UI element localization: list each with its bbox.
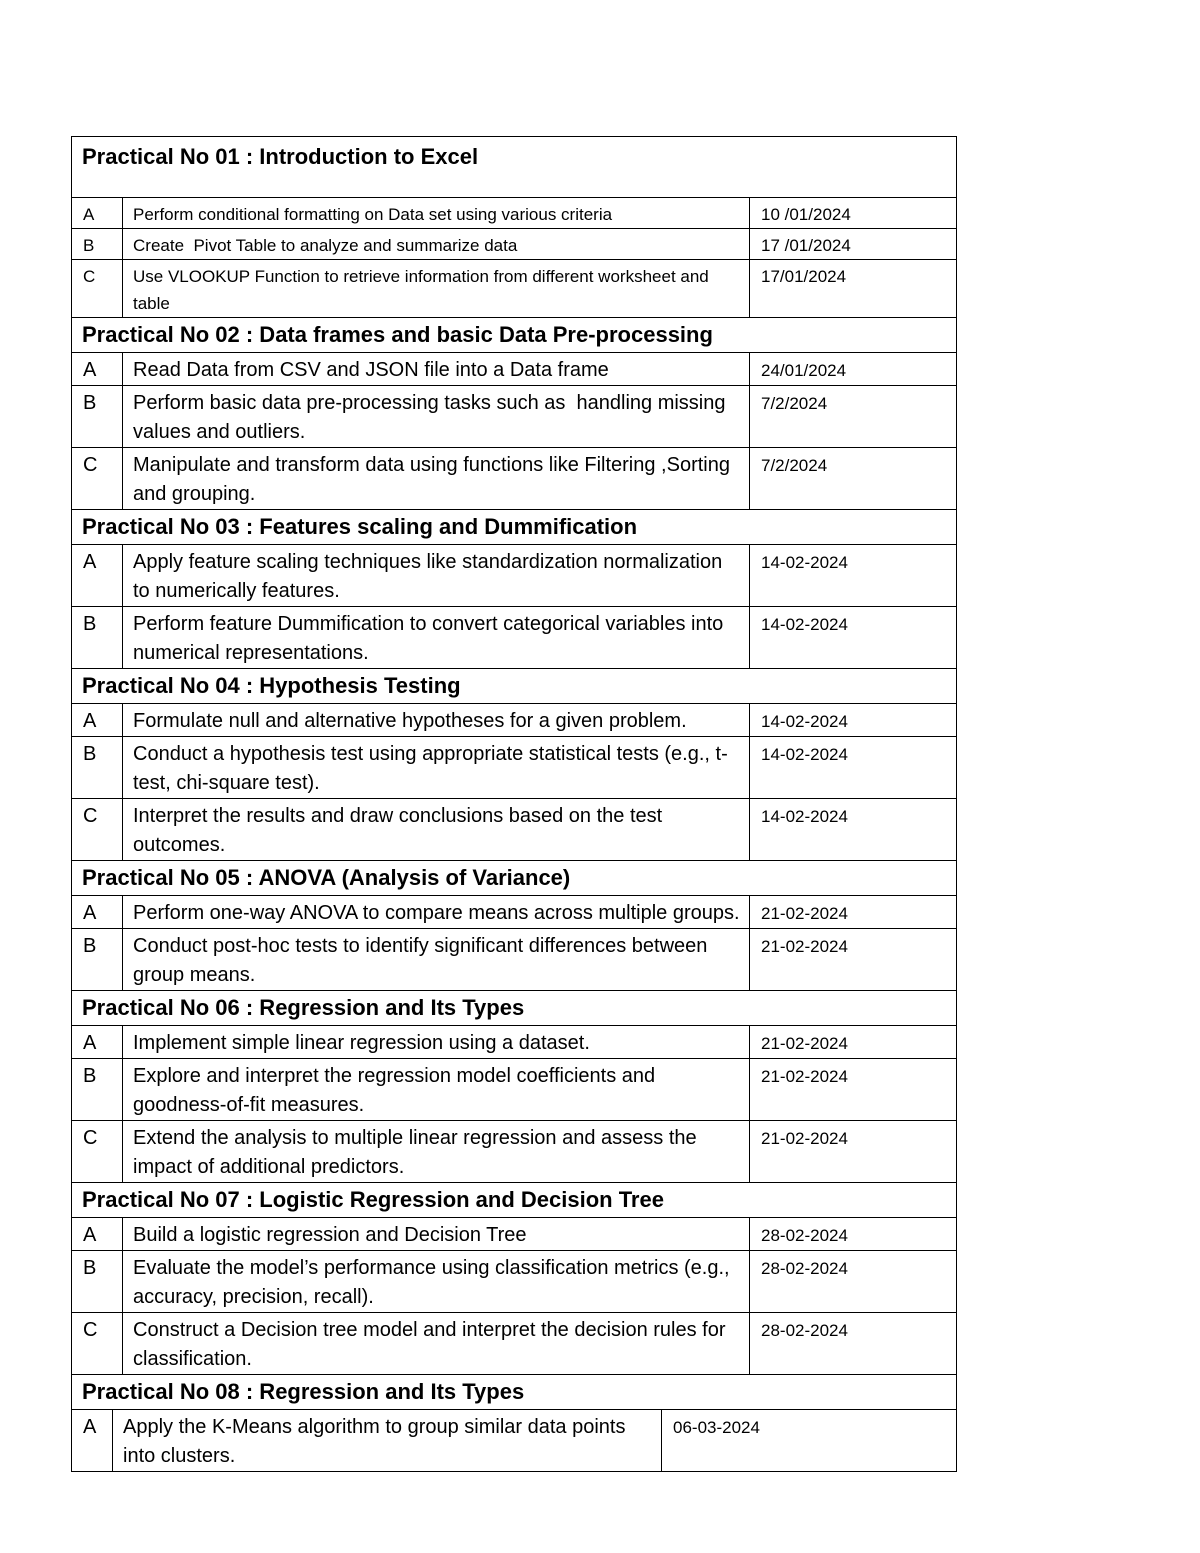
item-description: Use VLOOKUP Function to retrieve information from different worksheet and table	[123, 260, 750, 317]
table-row	[71, 1251, 957, 1313]
item-letter: A	[72, 198, 123, 228]
practical-heading: Practical No 02 : Data frames and basic Data Pre-processing	[71, 318, 957, 353]
item-letter: A	[72, 1410, 113, 1471]
item-letter: B	[72, 737, 123, 798]
item-description: Perform one-way ANOVA to compare means across multiple groups.	[123, 896, 750, 928]
practical-heading: Practical No 05 : ANOVA (Analysis of Variance)	[71, 861, 957, 896]
practical-heading: Practical No 01 : Introduction to Excel	[71, 137, 957, 198]
item-letter: C	[72, 260, 123, 317]
item-description: Perform basic data pre-processing tasks such as handling missing values and outliers.	[123, 386, 750, 447]
item-date: 14-02-2024	[761, 615, 848, 634]
table-row	[71, 229, 957, 260]
item-description: Apply feature scaling techniques like standardization normalization to numerically features.	[123, 545, 750, 606]
table-row	[71, 929, 957, 991]
table-row	[71, 1026, 957, 1059]
practical-heading: Practical No 04 : Hypothesis Testing	[71, 669, 957, 704]
item-date: 14-02-2024	[761, 553, 848, 572]
table-row	[71, 704, 957, 737]
item-description: Build a logistic regression and Decision Tree	[123, 1218, 750, 1250]
item-letter: C	[72, 1313, 123, 1374]
item-date: 24/01/2024	[761, 361, 847, 380]
table-row	[71, 1313, 957, 1375]
item-description: Conduct a hypothesis test using appropriate statistical tests (e.g., t-test, chi-square test).	[123, 737, 750, 798]
item-description: Construct a Decision tree model and interpret the decision rules for classification.	[123, 1313, 750, 1374]
item-date: 14-02-2024	[761, 807, 848, 826]
table-row	[71, 260, 957, 318]
item-date: 14-02-2024	[761, 745, 848, 764]
practical-heading: Practical No 07 : Logistic Regression and Decision Tree	[71, 1183, 957, 1218]
practical-list-table	[71, 136, 957, 1472]
table-row	[71, 1218, 957, 1251]
item-description: Create Pivot Table to analyze and summarize data	[123, 229, 750, 259]
practical-heading: Practical No 08 : Regression and Its Types	[71, 1375, 957, 1410]
item-date: 28-02-2024	[761, 1321, 848, 1340]
item-letter: B	[72, 1059, 123, 1120]
table-row	[71, 386, 957, 448]
item-letter: A	[72, 1026, 123, 1058]
item-letter: B	[72, 229, 123, 259]
item-description: Interpret the results and draw conclusions based on the test outcomes.	[123, 799, 750, 860]
item-letter: A	[72, 704, 123, 736]
item-date: 14-02-2024	[761, 712, 848, 731]
item-description: Explore and interpret the regression model coefficients and goodness-of-fit measures.	[123, 1059, 750, 1120]
item-description: Formulate null and alternative hypotheses for a given problem.	[123, 704, 750, 736]
item-letter: A	[72, 896, 123, 928]
item-description: Read Data from CSV and JSON file into a Data frame	[123, 353, 750, 385]
table-row	[71, 448, 957, 510]
table-row	[71, 1059, 957, 1121]
item-date: 28-02-2024	[761, 1259, 848, 1278]
practical-heading: Practical No 03 : Features scaling and Dummification	[71, 510, 957, 545]
item-date: 21-02-2024	[761, 1034, 848, 1053]
item-letter: B	[72, 1251, 123, 1312]
item-date: 7/2/2024	[761, 456, 828, 475]
item-letter: B	[72, 929, 123, 990]
table-row	[71, 1121, 957, 1183]
item-letter: B	[72, 607, 123, 668]
item-date: 21-02-2024	[761, 1067, 848, 1086]
item-description: Perform conditional formatting on Data set using various criteria	[123, 198, 750, 228]
item-letter: A	[72, 1218, 123, 1250]
item-letter: A	[72, 545, 123, 606]
item-description: Manipulate and transform data using functions like Filtering ,Sorting and grouping.	[123, 448, 750, 509]
table-row	[71, 1410, 957, 1472]
item-description: Evaluate the model’s performance using classification metrics (e.g., accuracy, precision, recall).	[123, 1251, 750, 1312]
table-row	[71, 607, 957, 669]
table-row	[71, 896, 957, 929]
table-row	[71, 198, 957, 229]
item-letter: C	[72, 1121, 123, 1182]
table-row	[71, 353, 957, 386]
item-description: Extend the analysis to multiple linear regression and assess the impact of additional predictors.	[123, 1121, 750, 1182]
item-description: Conduct post-hoc tests to identify significant differences between group means.	[123, 929, 750, 990]
table-row	[71, 545, 957, 607]
item-description: Apply the K-Means algorithm to group similar data points into clusters.	[113, 1410, 662, 1471]
item-date: 10 /01/2024	[761, 205, 851, 224]
item-date: 06-03-2024	[673, 1418, 760, 1437]
item-description: Implement simple linear regression using a dataset.	[123, 1026, 750, 1058]
item-date: 28-02-2024	[761, 1226, 848, 1245]
item-date: 17 /01/2024	[761, 236, 851, 255]
item-date: 21-02-2024	[761, 1129, 848, 1148]
item-letter: C	[72, 799, 123, 860]
item-letter: A	[72, 353, 123, 385]
table-row	[71, 737, 957, 799]
item-date: 17/01/2024	[761, 267, 847, 286]
item-letter: B	[72, 386, 123, 447]
item-date: 21-02-2024	[761, 937, 848, 956]
table-row	[71, 799, 957, 861]
item-date: 7/2/2024	[761, 394, 828, 413]
item-date: 21-02-2024	[761, 904, 848, 923]
practical-heading: Practical No 06 : Regression and Its Types	[71, 991, 957, 1026]
item-description: Perform feature Dummification to convert categorical variables into numerical representations.	[123, 607, 750, 668]
item-letter: C	[72, 448, 123, 509]
